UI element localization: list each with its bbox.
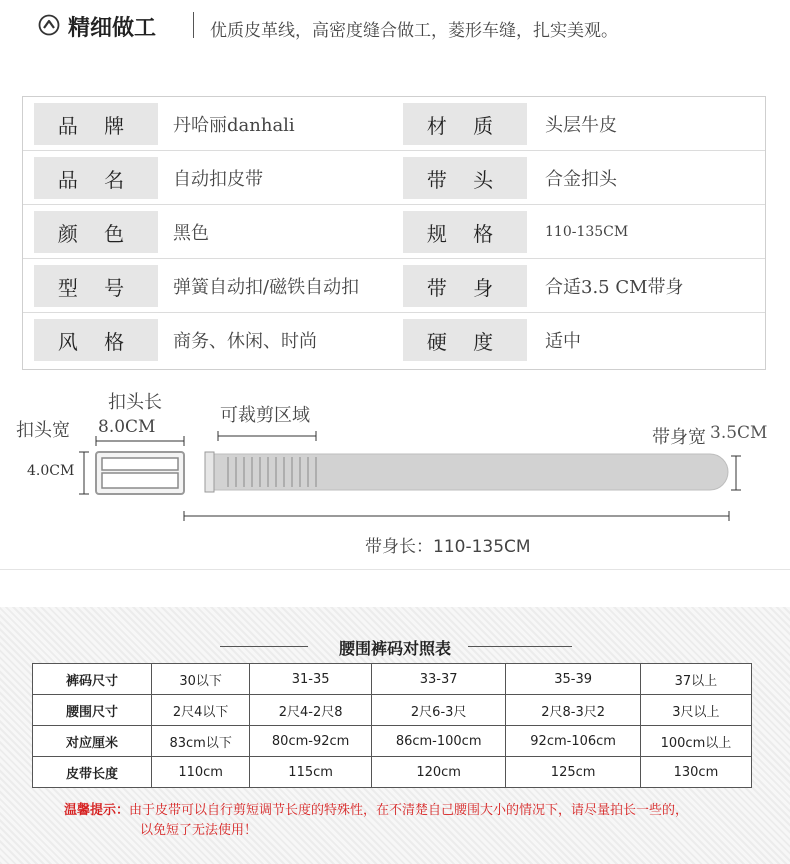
spec-value: 黑色 — [173, 223, 209, 244]
buckle-length-dimension — [96, 436, 184, 446]
spec-value: 110-135CM — [545, 224, 629, 240]
spec-row — [23, 259, 765, 313]
spec-value: 丹哈丽danhali — [173, 115, 295, 136]
row-header: 裤码尺寸 — [33, 664, 152, 695]
table-cell: 31-35 — [250, 664, 372, 695]
table-cell: 92cm-106cm — [506, 726, 640, 757]
table-cell: 37以上 — [640, 664, 751, 695]
buckle-width-value: 4.0CM — [27, 463, 75, 479]
table-cell: 35-39 — [506, 664, 640, 695]
up-arrow-circle-icon — [38, 14, 60, 36]
belt-diagram — [0, 430, 790, 530]
table-cell: 110cm — [152, 757, 250, 788]
table-cell: 100cm以上 — [640, 726, 751, 757]
tip-line-1 — [64, 799, 688, 818]
row-header: 对应厘米 — [33, 726, 152, 757]
spec-value: 头层牛皮 — [545, 115, 617, 136]
spec-label: 材 质 — [403, 103, 527, 145]
buckle-width-dimension — [79, 452, 89, 494]
buckle-length-value: 8.0CM — [98, 417, 156, 437]
table-cell: 130cm — [640, 757, 751, 788]
table-cell: 2尺4以下 — [152, 695, 250, 726]
table-cell: 3尺以上 — [640, 695, 751, 726]
table-cell: 33-37 — [371, 664, 505, 695]
table-row — [33, 664, 752, 695]
table-cell: 30以下 — [152, 664, 250, 695]
spec-value: 合金扣头 — [545, 169, 617, 190]
spec-label: 风 格 — [34, 319, 158, 361]
spec-label: 硬 度 — [403, 319, 527, 361]
size-chart-title: 腰围裤码对照表 — [338, 639, 451, 658]
spec-value: 合适3.5 CM带身 — [545, 277, 684, 298]
spec-row — [23, 151, 765, 205]
spec-label: 带 身 — [403, 265, 527, 307]
spec-table — [22, 96, 766, 370]
strap-length-label: 带身长：110-135CM — [365, 537, 531, 557]
buckle-length-label: 扣头长 — [108, 392, 162, 413]
tip-text: 由于皮带可以自行剪短调节长度的特殊性，在不清楚自己腰围大小的情况下，请尽量拍长一些的， — [129, 803, 689, 818]
spec-label: 品 牌 — [34, 103, 158, 145]
spec-label: 颜 色 — [34, 211, 158, 253]
table-cell: 115cm — [250, 757, 372, 788]
section-divider — [0, 569, 790, 570]
table-row — [33, 695, 752, 726]
title-divider — [193, 12, 194, 38]
cut-zone-label: 可裁剪区域 — [220, 405, 310, 426]
table-cell: 80cm-92cm — [250, 726, 372, 757]
strap-length-dimension — [184, 511, 729, 521]
spec-row — [23, 313, 765, 367]
spec-label: 带 头 — [403, 157, 527, 199]
belt-buckle — [96, 452, 184, 494]
size-chart-table — [32, 663, 752, 788]
strap-width-label: 带身宽 — [652, 427, 706, 448]
table-cell: 2尺8-3尺2 — [506, 695, 640, 726]
strap-width-value: 3.5CM — [710, 423, 768, 443]
table-cell: 125cm — [506, 757, 640, 788]
tip-line-2: 以免短了无法使用！ — [140, 823, 258, 838]
spec-value: 适中 — [545, 331, 581, 352]
belt-strap — [205, 454, 728, 490]
title-rule-right — [468, 646, 572, 647]
tip-label: 温馨提示： — [64, 803, 130, 818]
table-cell: 120cm — [371, 757, 505, 788]
table-cell: 86cm-100cm — [371, 726, 505, 757]
table-cell: 2尺6-3尺 — [371, 695, 505, 726]
spec-row — [23, 97, 765, 151]
strap-width-dimension — [731, 456, 741, 490]
buckle-width-label: 扣头宽 — [16, 420, 70, 441]
spec-label: 品 名 — [34, 157, 158, 199]
table-cell: 83cm以下 — [152, 726, 250, 757]
table-row — [33, 726, 752, 757]
spec-value: 自动扣皮带 — [173, 169, 263, 190]
section-description: 优质皮革线，高密度缝合做工，菱形车缝，扎实美观。 — [210, 21, 618, 41]
row-header: 皮带长度 — [33, 757, 152, 788]
spec-value: 弹簧自动扣/磁铁自动扣 — [173, 277, 360, 298]
row-header: 腰围尺寸 — [33, 695, 152, 726]
cut-zone-dimension — [218, 431, 316, 441]
section-title: 精细做工 — [68, 16, 157, 41]
belt-keeper — [205, 452, 214, 492]
spec-value: 商务、休闲、时尚 — [173, 331, 317, 352]
spec-label: 型 号 — [34, 265, 158, 307]
spec-label: 规 格 — [403, 211, 527, 253]
spec-row — [23, 205, 765, 259]
table-row — [33, 757, 752, 788]
table-cell: 2尺4-2尺8 — [250, 695, 372, 726]
